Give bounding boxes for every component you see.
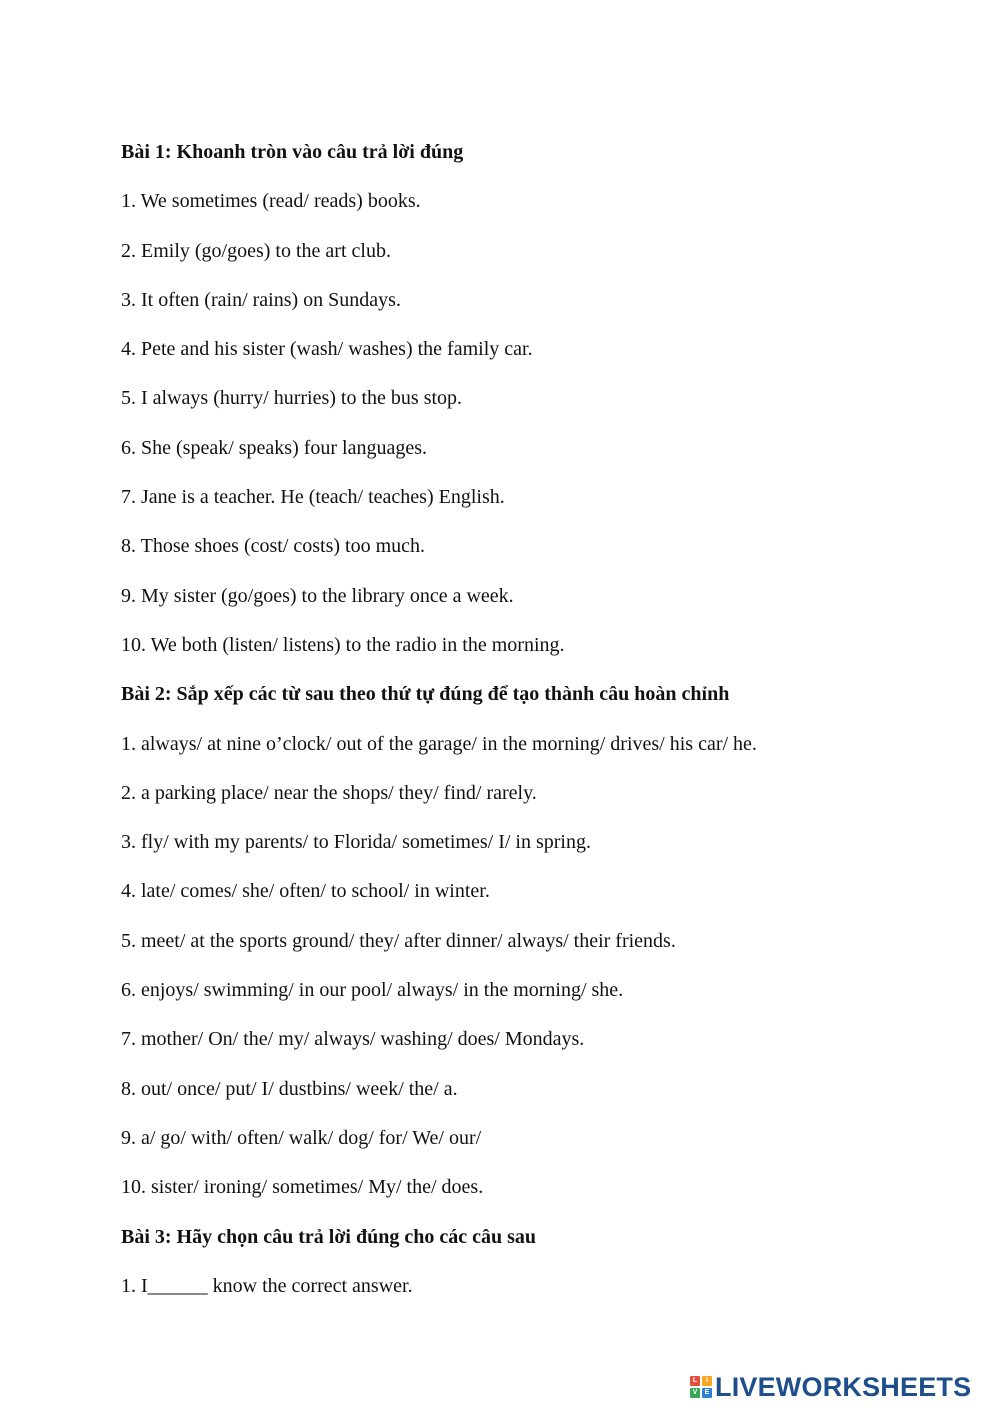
exercise-1-item-5: 5. I always (hurry/ hurries) to the bus stop. <box>121 387 463 410</box>
exercise-1-item-3: 3. It often (rain/ rains) on Sundays. <box>121 288 401 311</box>
exercise-2-item-4: 4. late/ comes/ she/ often/ to school/ in winter. <box>121 880 490 903</box>
worksheet-body <box>121 128 941 1311</box>
liveworksheets-logo-text: LIVEWORKSHEETS <box>715 1372 972 1402</box>
exercise-1-item-4: 4. Pete and his sister (wash/ washes) the family car. <box>121 338 533 361</box>
logo-mark-tile-1: L <box>690 1376 700 1386</box>
logo-mark-tile-3: V <box>690 1388 700 1398</box>
logo-mark-tile-4: E <box>702 1388 712 1398</box>
exercise-3-item-1: 1. I______ know the correct answer. <box>121 1274 413 1297</box>
exercise-2-item-3: 3. fly/ with my parents/ to Florida/ sometimes/ I/ in spring. <box>121 831 591 854</box>
exercise-2-item-10: 10. sister/ ironing/ sometimes/ My/ the/ does. <box>121 1176 484 1199</box>
exercise-2-item-9: 9. a/ go/ with/ often/ walk/ dog/ for/ We/ our/ <box>121 1126 482 1149</box>
exercise-1-item-2: 2. Emily (go/goes) to the art club. <box>121 239 391 262</box>
exercise-1-item-9: 9. My sister (go/goes) to the library once a week. <box>121 584 514 607</box>
exercise-1-item-8: 8. Those shoes (cost/ costs) too much. <box>121 535 426 558</box>
exercise-2-item-7: 7. mother/ On/ the/ my/ always/ washing/ does/ Mondays. <box>121 1028 585 1051</box>
logo-mark-tile-2: I <box>702 1376 712 1386</box>
exercise-2-item-8: 8. out/ once/ put/ I/ dustbins/ week/ the/ a. <box>121 1077 458 1100</box>
exercise-1-item-6: 6. She (speak/ speaks) four languages. <box>121 436 428 459</box>
exercise-2-item-5: 5. meet/ at the sports ground/ they/ after dinner/ always/ their friends. <box>121 929 676 952</box>
section-3-heading: Bài 3: Hãy chọn câu trả lời đúng cho các câu sau <box>121 1225 536 1248</box>
exercise-2-item-1: 1. always/ at nine o’clock/ out of the garage/ in the morning/ drives/ his car/ he. <box>121 732 757 755</box>
exercise-1-item-7: 7. Jane is a teacher. He (teach/ teaches) English. <box>121 486 505 509</box>
liveworksheets-logo[interactable] <box>690 1372 971 1402</box>
exercise-1-item-1: 1. We sometimes (read/ reads) books. <box>121 190 421 213</box>
exercise-2-item-6: 6. enjoys/ swimming/ in our pool/ always/ in the morning/ she. <box>121 979 624 1002</box>
liveworksheets-logo-icon <box>690 1376 712 1398</box>
exercise-1-item-10: 10. We both (listen/ listens) to the radio in the morning. <box>121 633 565 656</box>
section-2-heading: Bài 2: Sắp xếp các từ sau theo thứ tự đúng để tạo thành câu hoàn chỉnh <box>121 683 730 706</box>
section-1-heading: Bài 1: Khoanh tròn vào câu trả lời đúng <box>121 141 464 163</box>
exercise-2-item-2: 2. a parking place/ near the shops/ they/ find/ rarely. <box>121 781 537 804</box>
